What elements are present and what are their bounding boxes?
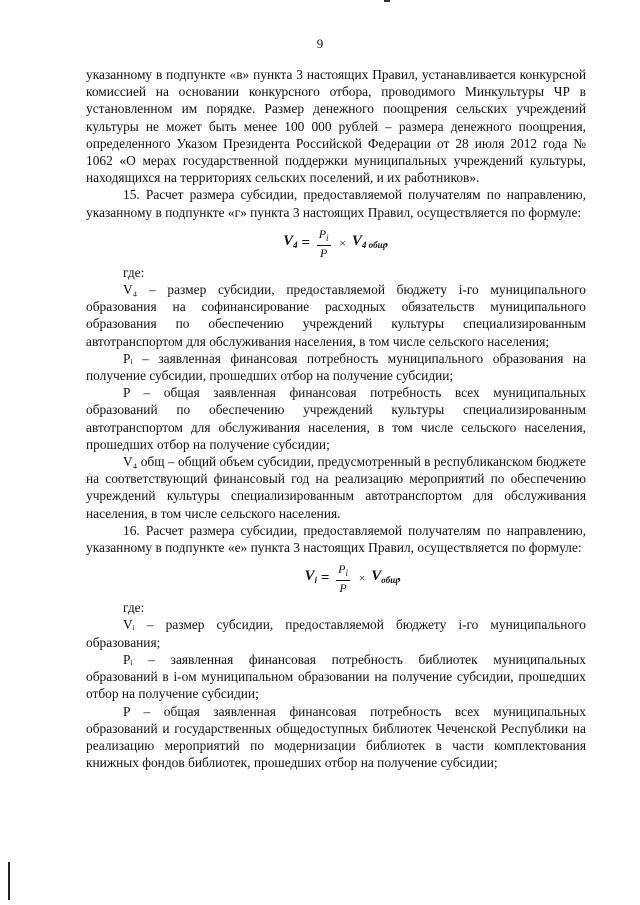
definition-pi: Pᵢ – заявленная финансовая потребность муниципального образования на получение субсидии, прошедших отбор на получение субсидии; (86, 350, 586, 384)
definition-v4-total: V₄ общ – общий объем субсидии, предусмотренный в республиканском бюджете на соответствующий финансовый год на реализацию мероприятий по обеспечению учреждений культуры специализированным автотранспортом для обслуживания населения, в том числе сельского населения. (86, 454, 586, 521)
top-scan-mark (384, 0, 390, 2)
paragraph-16: 16. Расчет размера субсидии, предоставляемой получателям по направлению, указанному в подпункте «е» пункта 3 настоящих Правил, осуществляется по формуле: (86, 522, 586, 556)
formula-v4-rhs: $V_{4 общ}$, (351, 232, 389, 250)
definition-p-libraries: P – общая заявленная финансовая потребность всех муниципальных образований и государственных общедоступных библиотек Чеченской Республики на реализацию мероприятий по модернизации библиотек в части комплектования книжных фондов библиотек, прошедших отбор на получение субсидии; (86, 703, 586, 771)
formula-vi-times: × (358, 571, 366, 586)
definition-v4: V₄ – размер субсидии, предоставляемой бюджету i-го муниципального образования на софинансирование расходных обязательств муниципального образования по обеспечению учреждений культуры специализированным автотранспортом для обслуживания населения, в том числе сельского населения; (86, 282, 586, 349)
formula-v4-lhs: $V_4$ (283, 232, 298, 250)
page-number: 9 (316, 36, 324, 51)
definition-vi: Vᵢ – размер субсидии, предоставляемой бюджету i-го муниципального образования; (86, 617, 586, 650)
formula-vi-rhs: $V_{общ}$, (371, 568, 402, 586)
left-margin-scan-mark (8, 862, 10, 900)
where-label-1: где: (123, 264, 145, 280)
paragraph-continuation: указанному в подпункте «в» пункта 3 настоящих Правил, устанавливается конкурсной комиссией на основании конкурсного отбора, проводимого Минкультуры ЧР в установленном им порядке. Размер денежного поощрения сельских учреждений культуры не может быть менее 100 000 рублей – размера денежного поощрения, определенного Указом Президента Российской Федерации от 28 июля 2012 года № 1062 «О мерах государственной поддержки муниципальных учреждений культуры, находящихся на территориях сельских поселений, и их работников». (86, 67, 586, 186)
formula-v4-fraction: $\frac{P_i}{P}$ (318, 226, 329, 260)
formula-vi-lhs: $V_i$ (304, 568, 318, 586)
formula-v4-equals: = (301, 234, 310, 251)
definition-pi-libraries: Pᵢ – заявленная финансовая потребность библиотек муниципальных образований в i-ом муниципальном образовании на получение субсидии, прошедших отбор на получение субсидии; (86, 651, 586, 702)
formula-vi (120, 562, 586, 596)
where-label-2: где: (123, 600, 145, 616)
formula-v4-times: × (339, 235, 347, 250)
formula-vi-equals: = (320, 570, 330, 587)
paragraph-15: 15. Расчет размера субсидии, предоставляемой получателям по направлению, указанному в подпункте «г» пункта 3 настоящих Правил, осуществляется по формуле: (86, 187, 586, 220)
definition-p: P – общая заявленная финансовая потребность всех муниципальных образований по обеспечению учреждений культуры специализированным автотранспортом для обслуживания населения, в том числе сельского населения, прошедших отбор на получение субсидии; (86, 385, 586, 452)
document-body (86, 66, 586, 771)
formula-vi-fraction: $\frac{P_i}{P}$ (338, 562, 348, 596)
formula-v4 (86, 227, 586, 261)
